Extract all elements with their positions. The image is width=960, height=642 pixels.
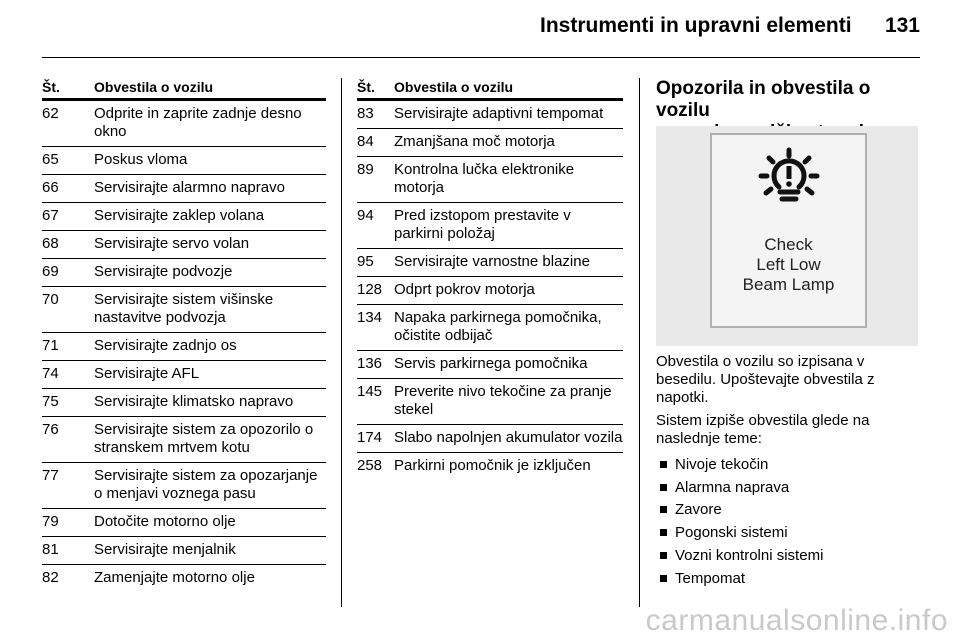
row-message: Poskus vloma	[94, 151, 188, 168]
row-message: Odprt pokrov motorja	[394, 281, 535, 298]
row-number: 82	[42, 569, 59, 586]
row-message: Servisirajte zaklep volana	[94, 207, 265, 224]
table-row	[42, 333, 326, 361]
row-number: 70	[42, 291, 59, 308]
list-item	[656, 476, 918, 499]
column-divider-2	[639, 78, 640, 607]
bullet-square-icon	[660, 575, 667, 582]
row-message: Zmanjšana moč motorja	[394, 133, 555, 150]
table-row	[42, 175, 326, 203]
table-row	[42, 417, 326, 463]
row-message: Servisirajte zadnjo os	[94, 337, 237, 354]
row-number: 145	[357, 383, 383, 400]
bullet-square-icon	[660, 461, 667, 468]
row-message: Servisirajte sistem za opozarjanje o menjavi voznega pasu	[94, 467, 318, 502]
row-message: Servisirajte menjalnik	[94, 541, 236, 558]
list-item	[656, 544, 918, 567]
row-message: Napaka parkirnega pomočnika, očistite odbijač	[394, 309, 602, 344]
paragraph: Sistem izpiše obvestila glede na naslednje teme:	[656, 412, 870, 447]
display-illustration	[656, 126, 918, 346]
row-number: 134	[357, 309, 383, 326]
row-message: Pred izstopom prestavite v parkirni položaj	[394, 207, 571, 242]
list-item	[656, 453, 918, 476]
section-driver-info	[656, 78, 920, 587]
row-number: 65	[42, 151, 59, 168]
table-row	[42, 361, 326, 389]
col-header-message: Obvestila o vozilu	[94, 79, 214, 95]
row-message: Servisirajte klimatsko napravo	[94, 393, 294, 410]
row-number: 84	[357, 133, 374, 150]
bullet-square-icon	[660, 529, 667, 536]
col-header-message: Obvestila o vozilu	[394, 79, 514, 95]
row-number: 69	[42, 263, 59, 280]
watermark: carmanualsonline.info	[645, 604, 948, 637]
row-number: 66	[42, 179, 59, 196]
list-item	[656, 499, 918, 522]
row-message: Servisirajte servo volan	[94, 235, 250, 252]
section-title-line1: Opozorila in obvestila o vozilu	[656, 78, 871, 121]
table-row	[42, 537, 326, 565]
table-row	[42, 147, 326, 175]
row-message: Servis parkirnega pomočnika	[394, 355, 588, 372]
table-row	[42, 259, 326, 287]
row-message: Servisirajte sistem za opozorilo o stranskem mrtvem kotu	[94, 421, 314, 456]
row-message: Odprite in zaprite zadnje desno okno	[94, 105, 302, 140]
table-row	[42, 203, 326, 231]
row-number: 89	[357, 161, 374, 178]
display-text-line: Left Low	[756, 255, 821, 274]
display-text-line: Beam Lamp	[742, 275, 835, 294]
row-message: Zamenjajte motorno olje	[94, 569, 255, 586]
row-message: Servisirajte varnostne blazine	[394, 253, 590, 270]
row-number: 136	[357, 355, 383, 372]
row-number: 62	[42, 105, 59, 122]
list-item-text: Tempomat	[675, 569, 746, 587]
row-message: Servisirajte podvozje	[94, 263, 233, 280]
table-row	[42, 287, 326, 333]
lamp-warning-icon	[758, 147, 820, 209]
col-header-number: Št.	[42, 79, 60, 95]
row-message: Servisirajte AFL	[94, 365, 200, 382]
row-number: 81	[42, 541, 59, 558]
row-number: 77	[42, 467, 59, 484]
row-number: 75	[42, 393, 59, 410]
row-message: Servisirajte sistem višinske nastavitve podvozja	[94, 291, 274, 326]
table-header	[357, 78, 623, 101]
col-header-number: Št.	[357, 79, 375, 95]
table-row	[42, 231, 326, 259]
row-number: 94	[357, 207, 374, 224]
table-row	[357, 453, 623, 480]
row-number: 71	[42, 337, 59, 354]
table-row	[357, 379, 623, 425]
row-number: 83	[357, 105, 374, 122]
row-number: 67	[42, 207, 59, 224]
row-message: Parkirni pomočnik je izključen	[394, 457, 591, 474]
table-row	[357, 157, 623, 203]
list-item	[656, 521, 918, 544]
list-item-text: Pogonski sistemi	[675, 524, 788, 542]
row-message: Servisirajte alarmno napravo	[94, 179, 285, 196]
table-row	[42, 389, 326, 417]
header-rule	[42, 57, 920, 58]
message-table-right	[357, 78, 623, 480]
row-number: 68	[42, 235, 59, 252]
row-number: 258	[357, 457, 383, 474]
table-row	[42, 509, 326, 537]
list-item	[656, 567, 918, 590]
message-table-left	[42, 78, 326, 592]
table-row	[42, 101, 326, 147]
table-row	[357, 351, 623, 379]
display-text-line: Check	[764, 235, 813, 254]
row-number: 74	[42, 365, 59, 382]
table-header	[42, 78, 326, 101]
row-number: 174	[357, 429, 383, 446]
row-message: Kontrolna lučka elektronike motorja	[394, 161, 575, 196]
table-row	[357, 101, 623, 129]
row-number: 128	[357, 281, 383, 298]
topic-list	[656, 453, 918, 590]
row-number: 76	[42, 421, 59, 438]
list-item-text: Nivoje tekočin	[675, 455, 769, 473]
bullet-square-icon	[660, 484, 667, 491]
paragraph: Obvestila o vozilu so izpisana v besedilu. Upoštevajte obvestila z napotki.	[656, 353, 875, 406]
table-row	[42, 565, 326, 592]
display-screen	[710, 133, 867, 328]
table-row	[357, 277, 623, 305]
table-row	[357, 425, 623, 453]
page-header-title: Instrumenti in upravni elementi	[540, 14, 852, 37]
table-row	[357, 203, 623, 249]
row-number: 95	[357, 253, 374, 270]
bullet-square-icon	[660, 552, 667, 559]
row-message: Slabo napolnjen akumulator vozila	[394, 429, 623, 446]
bullet-square-icon	[660, 506, 667, 513]
list-item-text: Alarmna naprava	[675, 478, 790, 496]
row-message: Dotočite motorno olje	[94, 513, 236, 530]
page-number: 131	[884, 14, 920, 37]
table-row	[357, 129, 623, 157]
list-item-text: Vozni kontrolni sistemi	[675, 547, 824, 565]
row-message: Servisirajte adaptivni tempomat	[394, 105, 604, 122]
table-row	[42, 463, 326, 509]
table-row	[357, 305, 623, 351]
row-number: 79	[42, 513, 59, 530]
list-item-text: Zavore	[675, 501, 722, 519]
column-divider-1	[341, 78, 342, 607]
table-row	[357, 249, 623, 277]
row-message: Preverite nivo tekočine za pranje stekel	[394, 383, 612, 418]
